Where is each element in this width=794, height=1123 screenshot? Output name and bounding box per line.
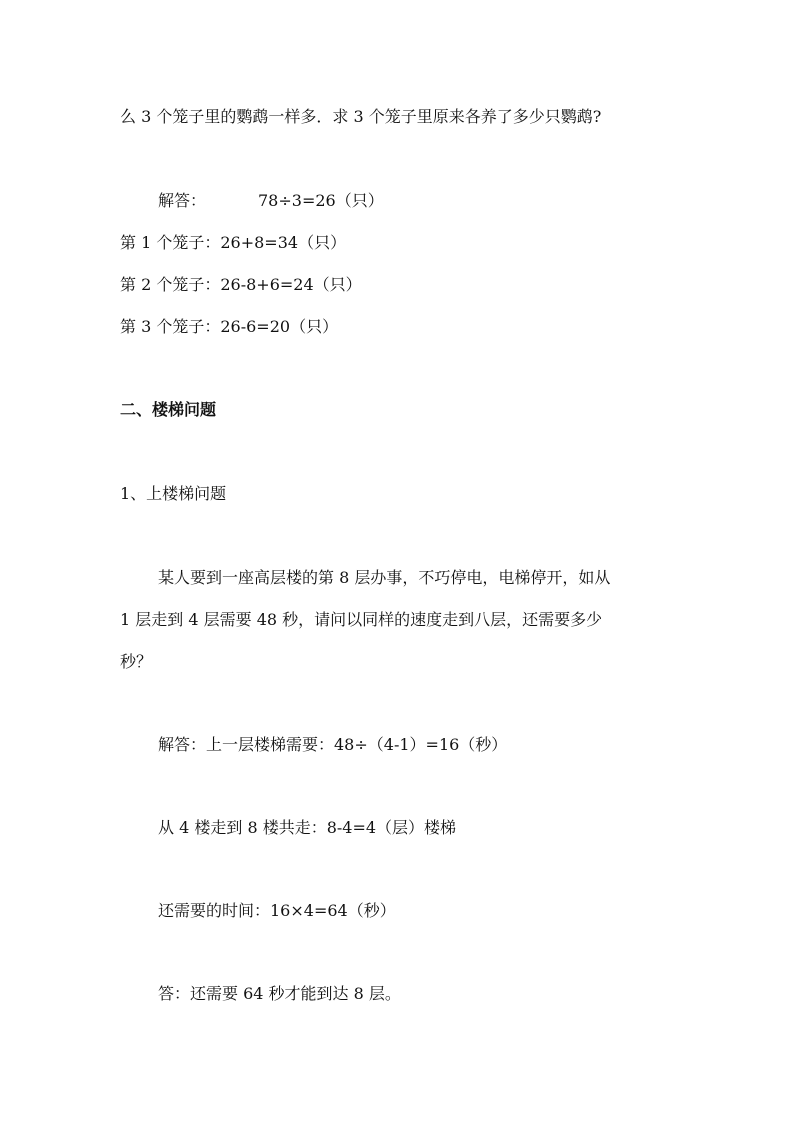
- cage-2-line: 第 2 个笼子：26-8+6=24（只）: [120, 275, 362, 294]
- cage-3-line: 第 3 个笼子：26-6=20（只）: [120, 317, 339, 336]
- answer-formula: 78÷3=26（只）: [258, 191, 384, 210]
- cage-1-line: 第 1 个笼子：26+8=34（只）: [120, 233, 347, 252]
- problem-line-2: 1 层走到 4 层需要 48 秒，请问以同样的速度走到八层，还需要多少: [120, 610, 603, 629]
- final-answer-line: 答：还需要 64 秒才能到达 8 层。: [158, 984, 401, 1003]
- solution-line-1: 解答：上一层楼梯需要：48÷（4-1）=16（秒）: [158, 735, 508, 754]
- section-heading: 二、楼梯问题: [120, 400, 217, 419]
- solution-line-3: 还需要的时间：16×4=64（秒）: [158, 901, 396, 920]
- continuation-text: 么 3 个笼子里的鹦鹉一样多．求 3 个笼子里原来各养了多少只鹦鹉?: [120, 107, 602, 126]
- problem-line-3: 秒？: [120, 652, 153, 671]
- problem-line-1: 某人要到一座高层楼的第 8 层办事，不巧停电，电梯停开，如从: [158, 568, 611, 587]
- subsection-heading: 1、上楼梯问题: [120, 484, 227, 503]
- solution-line-2: 从 4 楼走到 8 楼共走：8-4=4（层）楼梯: [158, 818, 457, 837]
- answer-label: 解答：: [158, 191, 207, 210]
